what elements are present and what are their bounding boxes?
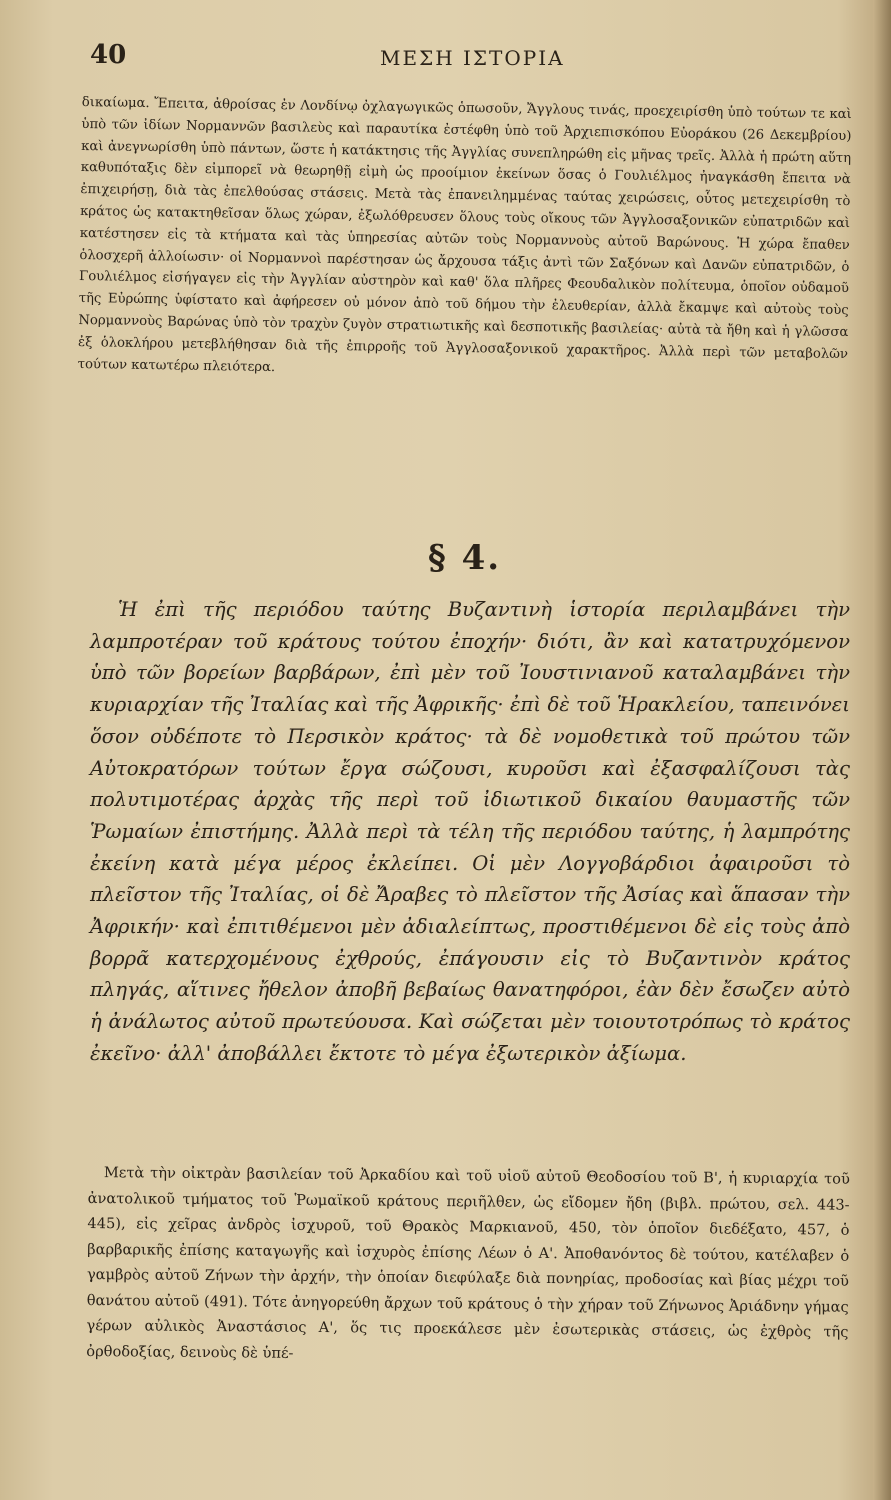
section-heading: § 4. — [428, 538, 502, 578]
running-title: ΜΕΣΗ ΙΣΤΟΡΙΑ — [380, 46, 565, 70]
final-paragraph: Μετὰ τὴν οἰκτρὰν βασιλείαν τοῦ Ἀρκαδίου καὶ τοῦ υἱοῦ αὐτοῦ Θεοδοσίου τοῦ Β', ἡ κυριαρχία τοῦ ἀνατολικοῦ τμήματος τοῦ Ῥωμαϊκοῦ κράτους περιῆλθεν, ὡς εἴδομεν ἤδη (βιβλ. πρώτου, σελ. 443-445), εἰς χεῖρας ἀνδρὸς ἰσχυροῦ, τοῦ Θρακὸς Μαρκιανοῦ, 450, τὸν ὁποῖον διεδέξατο, 457, ὁ βαρβαρικῆς ἐπίσης καταγωγῆς καὶ ἰσχυρὸς ἐπίσης Λέων ὁ Α'. Ἀποθανόντος δὲ τούτου, κατέλαβεν ὁ γαμβρὸς αὐτοῦ Ζήνων τὴν ἀρχήν, τὴν ὁποίαν διεφύλαξε διὰ πονηρίας, προδοσίας καὶ βίας μέχρι τοῦ θανάτου αὐτοῦ (491). Τότε ἀνηγορεύθη ἄρχων τοῦ κράτους ὁ τὴν χήραν τοῦ Ζήνωνος Ἀριάδνην γήμας γέρων αὐλικὸς Ἀναστάσιος Α', ὅς τις προεκάλεσε μὲν ἐσωτερικὰς στάσεις, ὡς ἐχθρὸς τῆς ὀρθοδοξίας, δεινοὺς δὲ ὑπέ- — [86, 1164, 850, 1362]
main-paragraph: Ἡ ἐπὶ τῆς περιόδου ταύτης Βυζαντινὴ ἱστορία περιλαμβάνει τὴν λαμπροτέραν τοῦ κράτους τούτου ἐποχήν· διότι, ἂν καὶ κατατρυχόμενον ὑπὸ τῶν βορείων βαρβάρων, ἐπὶ μὲν τοῦ Ἰουστινιανοῦ καταλαμβάνει τὴν κυριαρχίαν τῆς Ἰταλίας καὶ τῆς Ἀφρικῆς· ἐπὶ δὲ τοῦ Ἡρακλείου, ταπεινόνει ὅσον οὐδέποτε τὸ Περσικὸν κράτος· τὰ δὲ νομοθετικὰ τοῦ πρώτου τῶν Αὐτοκρατόρων τούτων ἔργα σώζουσι, κυροῦσι καὶ ἐξασφαλίζουσι τὰς πολυτιμοτέρας ἀρχὰς τῆς περὶ τοῦ ἰδιωτικοῦ δικαίου θαυμαστῆς τῶν Ῥωμαίων ἐπιστήμης. Ἀλλὰ περὶ τὰ τέλη τῆς περιόδου ταύτης, ἡ λαμπρότης ἐκείνη κατὰ μέγα μέρος ἐκλείπει. Οἱ μὲν Λογγοβάρδιοι ἀφαιροῦσι τὸ πλεῖστον τῆς Ἰταλίας, οἱ δὲ Ἄραβες τὸ πλεῖστον τῆς Ἀσίας καὶ ἅπασαν τὴν Ἀφρικήν· καὶ ἐπιτιθέμενοι μὲν ἀδιαλείπτως, προστιθέμενοι δὲ εἰς τοὺς ἀπὸ βορρᾶ κατερχομένους ἐχθρούς, ἐπάγουσιν εἰς τὸ Βυζαντινὸν κράτος πληγάς, αἵτινες ἤθελον ἀποβῆ βεβαίως θανατηφόροι, ἐὰν δὲν ἔσωζεν αὐτὸ ἡ ἀνάλωτος αὐτοῦ πρωτεύουσα. Καὶ σώζεται μὲν τοιουτοτρόπως τὸ κράτος ἐκεῖνο· ἀλλ' ἀποβάλλει ἔκτοτε τὸ μέγα ἐξωτερικὸν ἀξίωμα. — [90, 598, 850, 1065]
final-paragraph-block — [86, 1160, 850, 1371]
page-edge — [873, 0, 891, 1500]
page-number: 40 — [90, 40, 127, 70]
page-header — [90, 40, 850, 80]
top-paragraph-block — [78, 92, 852, 387]
top-paragraph: δικαίωμα. Ἔπειτα, ἀθροίσας ἐν Λονδίνῳ ὀχλαγωγικῶς ὁπωσοῦν, Ἄγγλους τινάς, προεχειρίσθη ὑπὸ τούτων τε καὶ ὑπὸ τῶν ἰδίων Νορμαννῶν βασιλεὺς καὶ παραυτίκα ἐστέφθη ὑπὸ τοῦ Ἀρχιεπισκόπου Εὐοράκου (26 Δεκεμβρίου) καὶ ἀνεγνωρίσθη ὑπὸ πάντων, ὥστε ἡ κατάκτησις τῆς Ἀγγλίας συνεπληρώθη εἰς μῆνας τρεῖς. Ἀλλὰ ἡ πρώτη αὕτη καθυπόταξις δὲν εἰμπορεῖ νὰ θεωρηθῇ εἰμὴ ὡς προοίμιον ἐκείνων ὅσας ὁ Γουλιέλμος ἠναγκάσθη ἔπειτα νὰ ἐπιχειρήσῃ, διὰ τὰς ἐπελθούσας στάσεις. Μετὰ τὰς ἐπανειλημμένας ταύτας χειρώσεις, οὗτος μετεχειρίσθη τὸ κράτος ὡς κατακτηθεῖσαν ὅλως χώραν, ἐξωλόθρευσεν ὅλους τοὺς οἴκους τῶν Ἀγγλοσαξονικῶν εὐπατριδῶν καὶ κατέστησεν εἰς τὰ κτήματα καὶ τὰς ὑπηρεσίας αὐτῶν τοὺς Νορμαννοὺς αὐτοῦ Βαρώνους. Ἡ χώρα ἔπαθεν ὁλοσχερῆ ἀλλοίωσιν· οἱ Νορμαννοὶ παρέστησαν ὡς ἄρχουσα τάξις ἀντὶ τῶν Σαξόνων καὶ Δανῶν εὐπατριδῶν, ὁ Γουλιέλμος εἰσήγαγεν εἰς τὴν Ἀγγλίαν αὐστηρὸν καὶ καθ' ὅλα πλῆρες Φεουδαλικὸν πολίτευμα, ὁποῖον οὐδαμοῦ τῆς Εὐρώπης ὑφίστατο καὶ ἀφήρεσεν οὐ μόνον ἀπὸ τοῦ δήμου τὴν ἐλευθερίαν, ἀλλὰ ἔκαμψε καὶ αὐτοὺς τοὺς Νορμαννοὺς Βαρώνας ὑπὸ τὸν τραχὺν ζυγὸν στρατιωτικῆς καὶ δεσποτικῆς βασιλείας· αὐτὰ τὰ ἤθη καὶ ἡ γλῶσσα ἐξ ὁλοκλήρου μετεβλήθησαν διὰ τῆς ἐπιρροῆς τοῦ Ἀγγλοσαξονικοῦ χαρακτῆρος. Ἀλλὰ περὶ τῶν μεταβολῶν τούτων κατωτέρω πλειότερα. — [77, 94, 852, 375]
main-paragraph-block — [90, 594, 850, 1070]
